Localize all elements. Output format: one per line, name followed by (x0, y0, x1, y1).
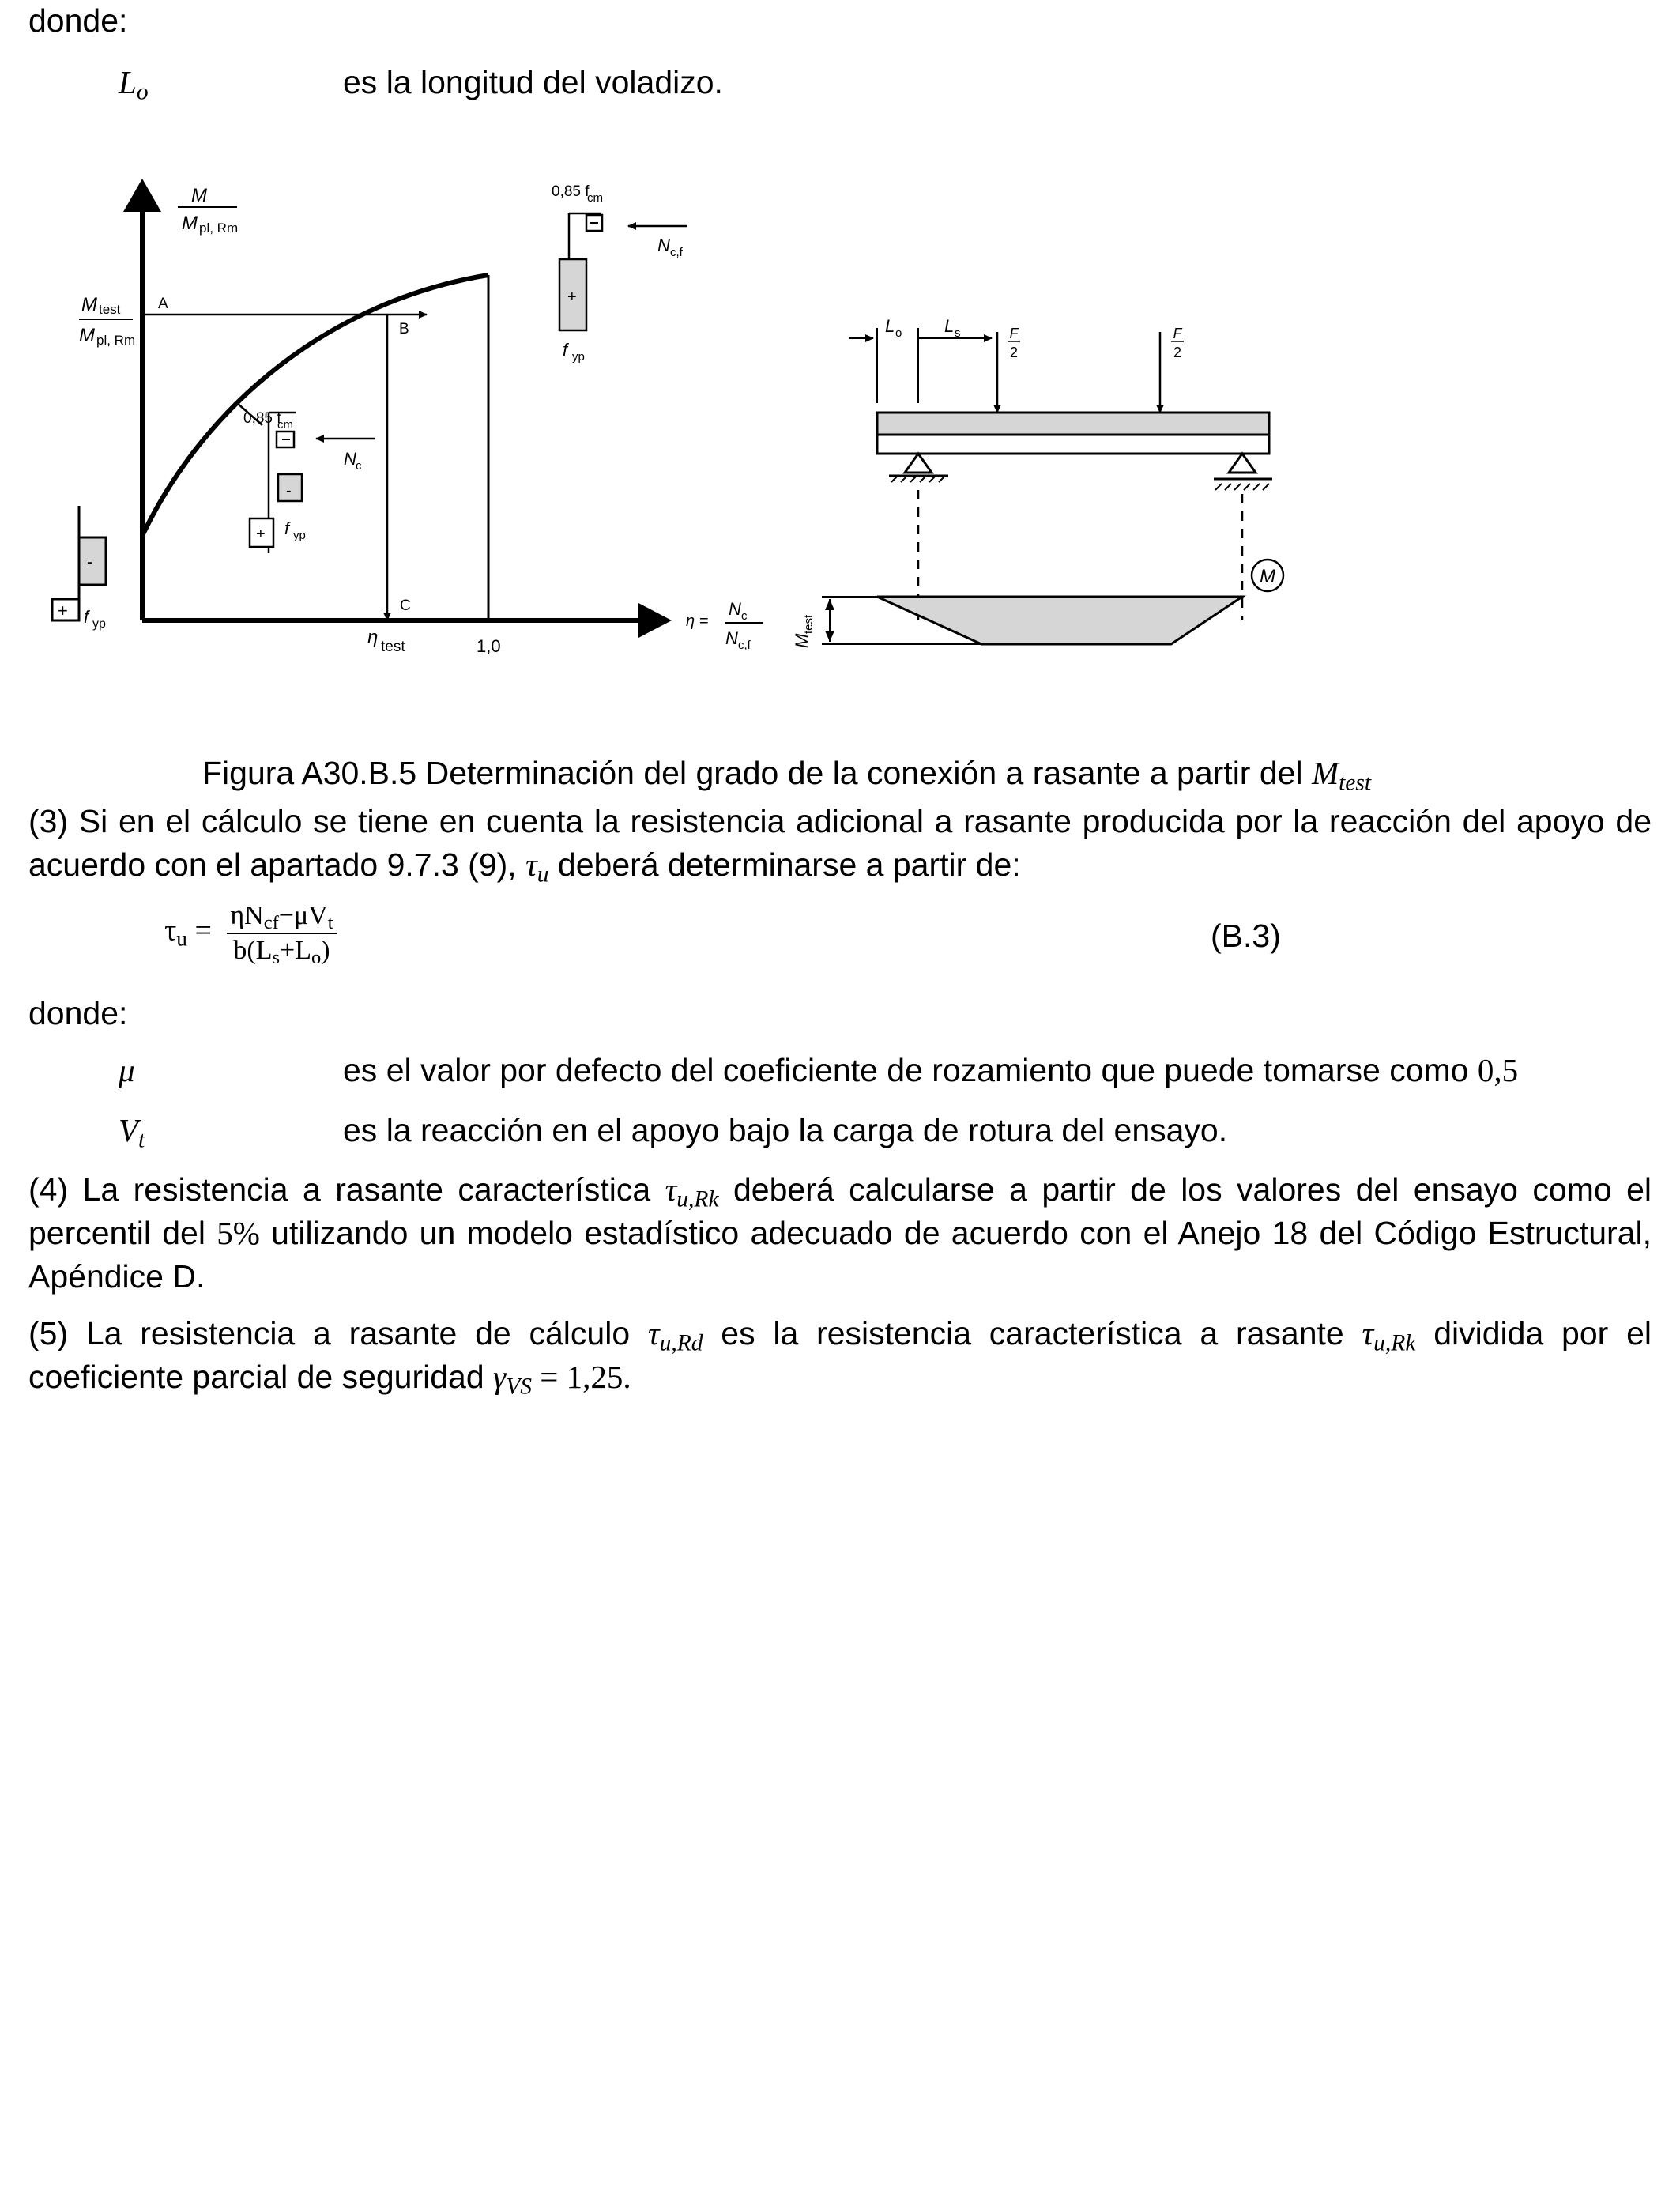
svg-text:η =: η = (686, 613, 709, 630)
svg-text:c: c (741, 609, 748, 623)
svg-text:F: F (1173, 326, 1182, 341)
svg-text:test: test (99, 302, 121, 317)
mu-symbol: μ (119, 1052, 135, 1088)
svg-text:-: - (87, 552, 93, 571)
svg-text:cm: cm (277, 418, 293, 432)
svg-text:+: + (58, 601, 68, 620)
beam-test-setup (792, 316, 1283, 648)
donde-label-2: donde: (28, 995, 128, 1031)
svg-text:M: M (81, 294, 97, 315)
svg-text:yp: yp (293, 529, 306, 542)
svg-text:L: L (944, 316, 955, 336)
x-one-label: 1,0 (477, 636, 501, 656)
svg-text:test: test (381, 639, 405, 655)
paragraph-4: (4) La resistencia a rasante característica $\tau_{u,Rk}$ deberá calcularse a partir de los valores del ensayo como el percentil del 5% utilizando un modelo estadístico adecuado de acuerdo con el Anejo 18 del Código Estructural, Apéndice D. (28, 1171, 1652, 1295)
svg-text:N: N (344, 449, 356, 469)
svg-text:M: M (1260, 566, 1275, 587)
stress-block-partial (237, 403, 375, 553)
donde-label: donde: (28, 2, 128, 39)
svg-text:f: f (563, 340, 568, 360)
svg-text:yp: yp (92, 617, 106, 631)
point-a-label: A (158, 296, 168, 312)
svg-text:N: N (725, 628, 738, 648)
svg-text:c: c (356, 459, 362, 473)
svg-text:f: f (84, 607, 89, 627)
svg-text:M: M (191, 185, 207, 206)
svg-text:test: test (802, 614, 816, 634)
svg-text:o: o (895, 326, 902, 340)
paragraph-5: (5) La resistencia a rasante de cálculo $\tau_{u,Rd}$ es la resistencia característica a rasante $\tau_{u,Rk}$ dividida por el coeficiente parcial de seguridad $\gamma_{VS} = 1,25$. (28, 1315, 1652, 1400)
svg-text:η: η (367, 627, 379, 648)
stress-block-top (552, 183, 687, 364)
svg-text:0,85 f: 0,85 f (552, 183, 590, 200)
svg-text:-: - (286, 482, 292, 499)
vt-definition: es la reacción en el apoyo bajo la carga de rotura del ensayo. (343, 1112, 1228, 1148)
point-c-label: C (400, 598, 411, 614)
svg-text:f: f (284, 518, 290, 538)
svg-text:c,f: c,f (670, 246, 683, 259)
lo-symbol: $L_o$ (119, 64, 149, 105)
svg-text:pl, Rm: pl, Rm (96, 333, 136, 348)
figure-a30-b5 (0, 166, 1680, 703)
svg-text:c,f: c,f (738, 639, 751, 652)
eta-definition (686, 599, 763, 652)
figure-caption: Figura A30.B.5 Determinación del grado de la conexión a rasante a partir del $M_{test}$ (202, 755, 1372, 796)
eta-test-label (367, 627, 405, 655)
svg-text:F: F (1009, 326, 1019, 341)
lo-definition: es la longitud del voladizo. (343, 64, 723, 100)
point-b-label: B (399, 321, 409, 337)
svg-text:+: + (567, 288, 577, 306)
equation-b3: $\tau_u$ = $\frac{\eta N_{cf}-\mu V_t}{b(L_s+L_o)}$ (164, 901, 337, 966)
svg-text:cm: cm (587, 191, 603, 205)
svg-text:+: + (256, 526, 266, 543)
vt-symbol: $V_t$ (119, 1112, 145, 1153)
mtest-ratio-label (79, 294, 135, 348)
mu-definition: es el valor por defecto del coeficiente de rozamiento que puede tomarse como 0,5 (343, 1052, 1519, 1088)
svg-text:N: N (657, 236, 670, 255)
stress-block-full-plastic (52, 506, 106, 631)
svg-text:2: 2 (1009, 345, 1019, 360)
svg-text:M: M (182, 213, 198, 234)
svg-text:0,85 f: 0,85 f (243, 410, 281, 427)
svg-text:pl, Rm: pl, Rm (199, 221, 239, 236)
equation-number: (B.3) (1211, 918, 1281, 954)
svg-text:s: s (955, 326, 961, 340)
svg-text:yp: yp (572, 350, 585, 364)
svg-text:M: M (79, 325, 95, 346)
svg-text:L: L (885, 316, 895, 336)
paragraph-3: (3) Si en el cálculo se tiene en cuenta la resistencia adicional a rasante producida por la reacción del apoyo de acuerdo con el apartado 9.7.3 (9), $\tau_u$ deberá determinarse a partir de: (28, 803, 1652, 888)
svg-text:M: M (792, 633, 812, 648)
svg-text:2: 2 (1173, 345, 1182, 360)
svg-text:N: N (729, 599, 741, 619)
moment-axes (123, 179, 672, 638)
y-axis-label (178, 185, 238, 236)
